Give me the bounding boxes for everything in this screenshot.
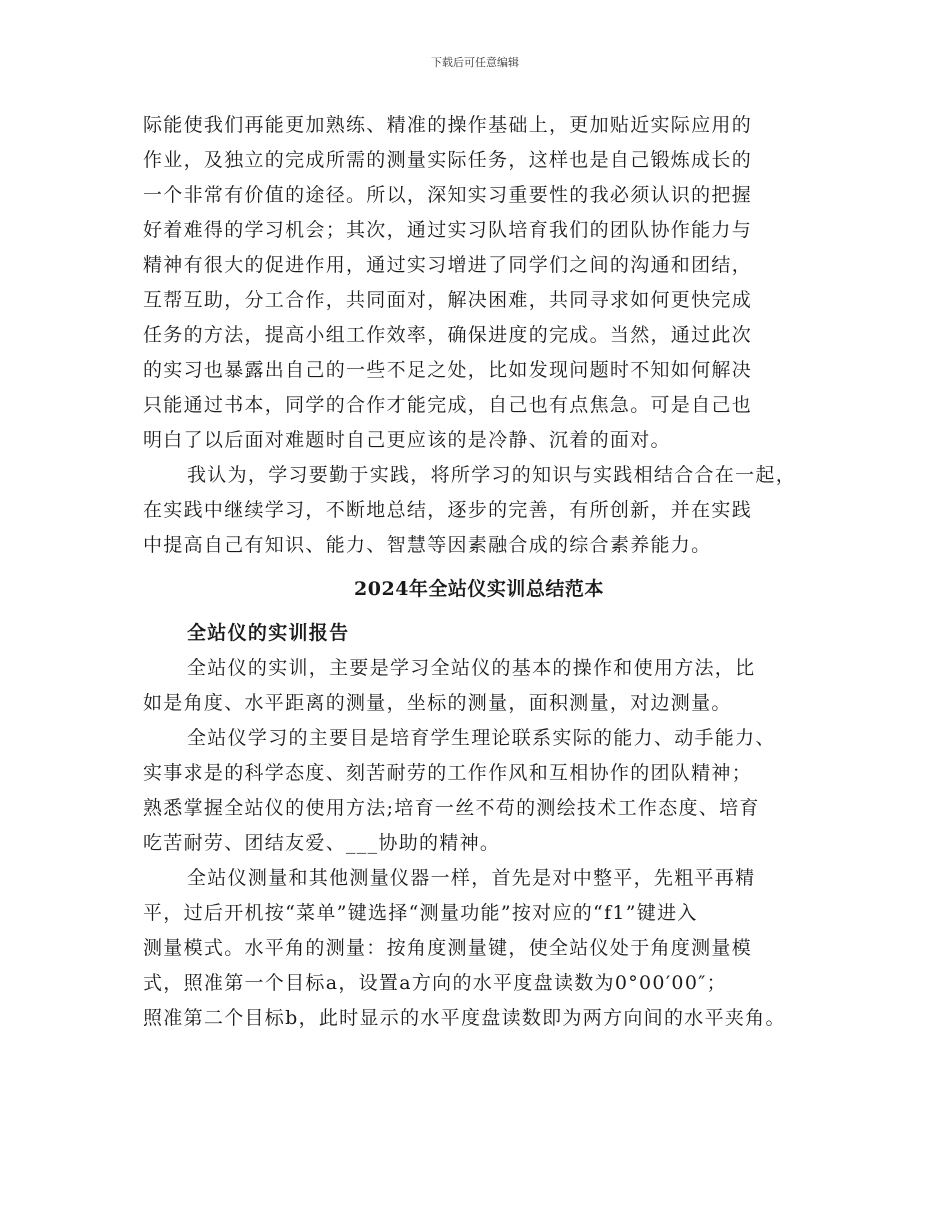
text-line: 全站仪的实训，主要是学习全站仪的基本的操作和使用方法，比: [187, 657, 756, 679]
text-line: 互帮互助，分工合作，共同面对，解决困难，共同寻求如何更快完成: [143, 289, 753, 311]
paragraph: [143, 651, 815, 721]
text-line: 如是角度、水平距离的测量，坐标的测量，面积测量，对边测量。: [143, 692, 732, 714]
text-line: 际能使我们再能更加熟练、精准的操作基础上，更加贴近实际应用的: [143, 114, 753, 136]
paragraph: [143, 861, 815, 1036]
text-line: 式，照准第一个目标a，设置a方向的水平度盘读数为0°00′00″；: [143, 972, 727, 994]
text-line: 实事求是的科学态度、刻苦耐劳的工作作风和互相协作的团队精神；: [143, 762, 753, 784]
subheading: 全站仪的实训报告: [187, 622, 350, 644]
text-line: 熟悉掌握全站仪的使用方法;培育一丝不苟的测绘技术工作态度、培育: [143, 797, 760, 819]
paragraph: [143, 721, 815, 861]
text-line: 作业，及独立的完成所需的测量实际任务，这样也是自己锻炼成长的: [143, 149, 753, 171]
text-line: 全站仪测量和其他测量仪器一样，首先是对中整平，先粗平再精: [187, 867, 756, 889]
text-line: 精神有很大的促进作用，通过实习增进了同学们之间的沟通和团结，: [143, 254, 753, 276]
text-line: 一个非常有价值的途径。所以，深知实习重要性的我必须认识的把握: [143, 184, 753, 206]
text-line: 照准第二个目标b，此时显示的水平度盘读数即为两方向间的水平夹角。: [143, 1007, 786, 1029]
paragraph: [143, 108, 815, 458]
text-line: 我认为，学习要勤于实践，将所学习的知识与实践相结合合在一起，: [187, 464, 797, 486]
page-header: 下载后可任意编辑: [431, 56, 519, 69]
text-line: 好着难得的学习机会；其次，通过实习队培育我们的团队协作能力与: [143, 219, 753, 241]
text-line: 测量模式。水平角的测量：按角度测量键，使全站仪处于角度测量模: [143, 937, 753, 959]
text-line: 的实习也暴露出自己的一些不足之处，比如发现问题时不知如何解决: [143, 359, 753, 381]
text-line: 平，过后开机按“菜单”键选择“测量功能”按对应的“f1”键进入: [143, 902, 698, 924]
document-body: [143, 108, 815, 1036]
text-line: 全站仪学习的主要目是培育学生理论联系实际的能力、动手能力、: [187, 727, 776, 749]
text-line: 中提高自己有知识、能力、智慧等因素融合成的综合素养能力。: [143, 534, 712, 556]
section-title: 2024年全站仪实训总结范本: [354, 578, 604, 600]
text-line: 任务的方法，提高小组工作效率，确保进度的完成。当然，通过此次: [143, 324, 753, 346]
text-line: 只能通过书本，同学的合作才能完成，自己也有点焦急。可是自己也: [143, 394, 753, 416]
text-line: 吃苦耐劳、团结友爱、___协助的精神。: [143, 832, 501, 854]
text-line: 在实践中继续学习，不断地总结，逐步的完善，有所创新，并在实践: [143, 499, 753, 521]
paragraph: [143, 458, 815, 563]
text-line: 明白了以后面对难题时自己更应该的是冷静、沉着的面对。: [143, 429, 671, 451]
